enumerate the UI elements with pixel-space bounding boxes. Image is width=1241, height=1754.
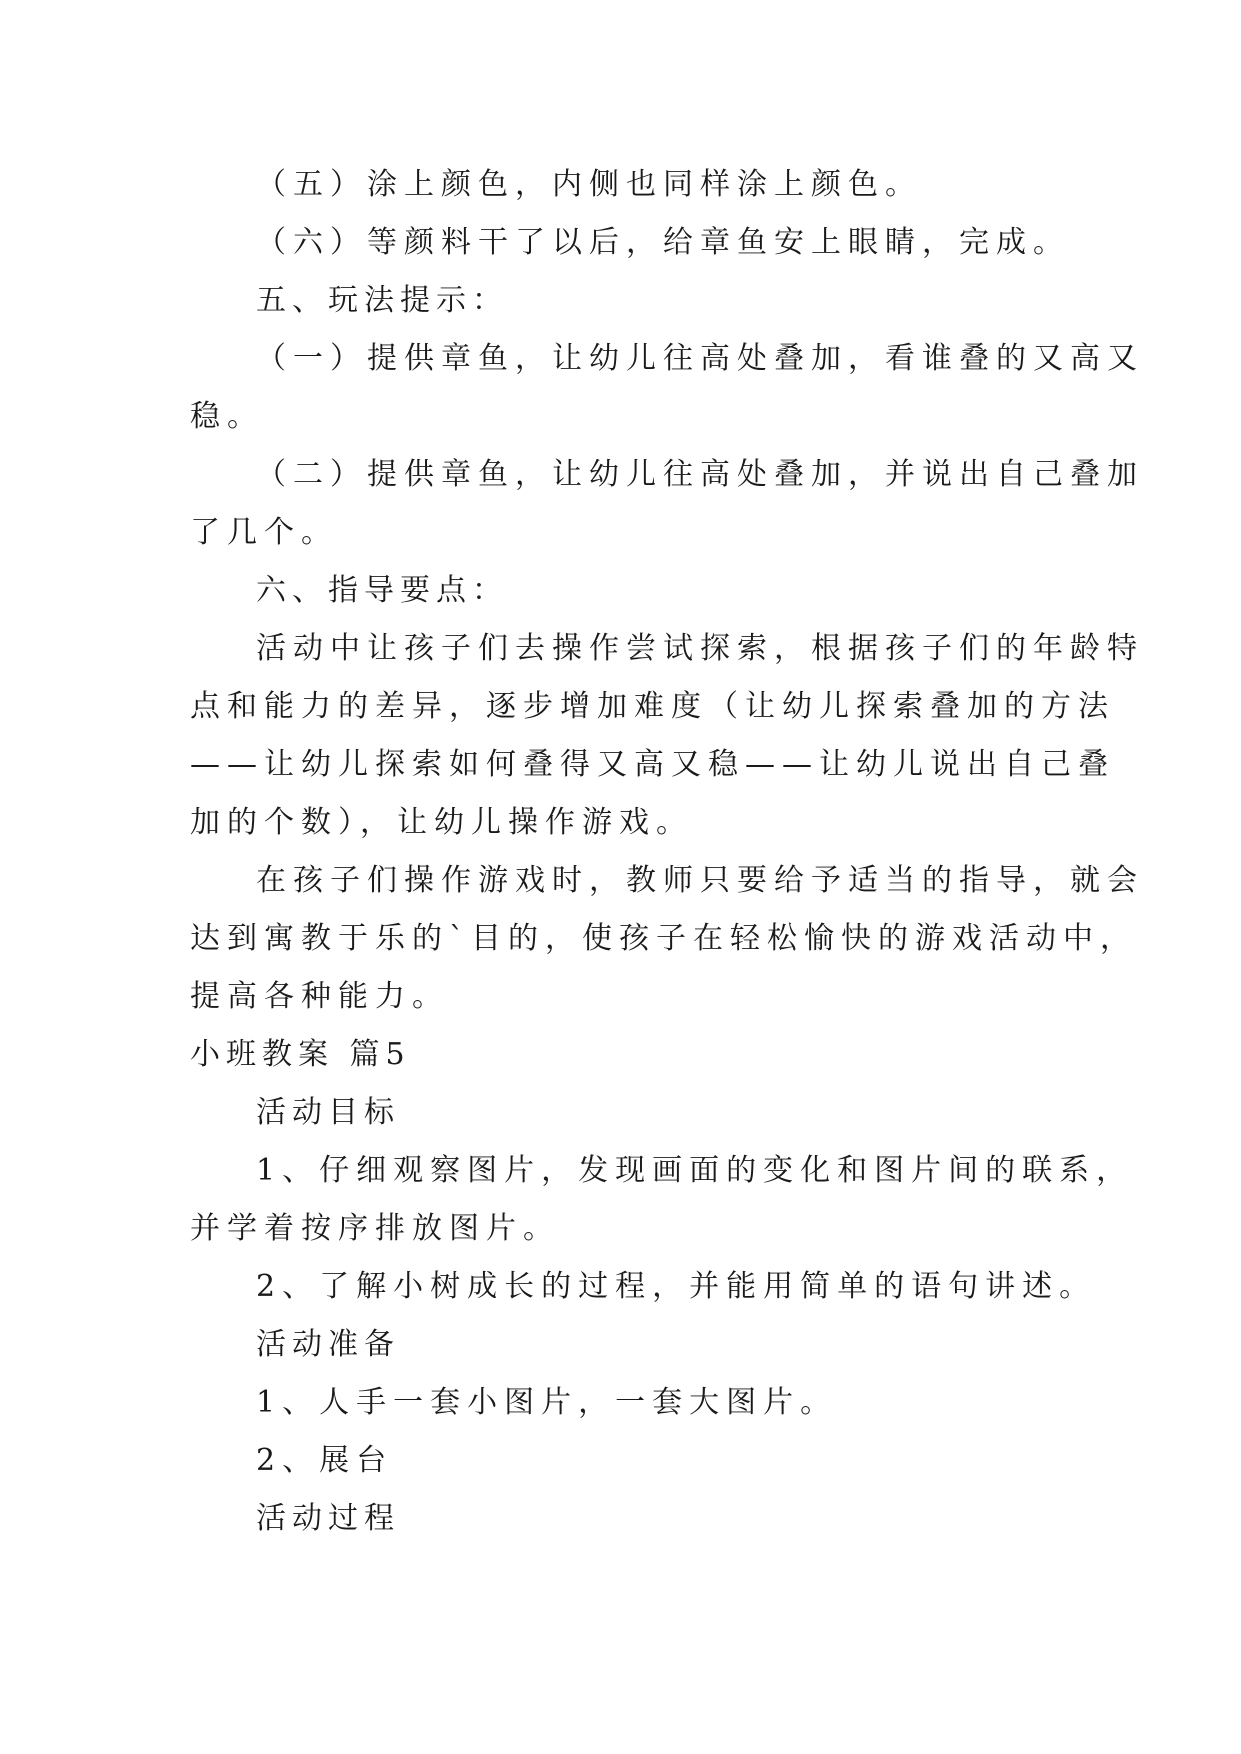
text-line: 提高各种能力。 [190, 979, 449, 1014]
text-line: （五）涂上颜色，内侧也同样涂上颜色。 [256, 167, 922, 202]
text-line: 2、展台 [256, 1443, 394, 1478]
text-line: 2、了解小树成长的过程，并能用简单的语句讲述。 [256, 1269, 1097, 1304]
text-line: （一）提供章鱼，让幼儿往高处叠加，看谁叠的又高又 [256, 341, 1144, 376]
text-line: 了几个。 [190, 515, 338, 550]
text-line: 1、仔细观察图片，发现画面的变化和图片间的联系， [256, 1153, 1134, 1188]
section-heading: 活动准备 [256, 1327, 400, 1362]
text-line: （二）提供章鱼，让幼儿往高处叠加，并说出自己叠加 [256, 457, 1144, 492]
text-line: 并学着按序排放图片。 [190, 1211, 560, 1246]
section-heading: 活动目标 [256, 1095, 400, 1130]
text-line: 达到寓教于乐的`目的，使孩子在轻松愉快的游戏活动中， [190, 921, 1137, 956]
text-line: 1、人手一套小图片，一套大图片。 [256, 1385, 838, 1420]
text-line: 稳。 [190, 399, 264, 434]
section-heading: 六、指导要点： [256, 573, 508, 608]
lesson-title: 小班教案 篇5 [190, 1037, 411, 1072]
section-heading: 五、玩法提示： [256, 283, 508, 318]
text-line: ——让幼儿探索如何叠得又高又稳——让幼儿说出自己叠 [190, 747, 1115, 782]
text-line: 在孩子们操作游戏时，教师只要给予适当的指导，就会 [256, 863, 1144, 898]
text-line: 活动中让孩子们去操作尝试探索，根据孩子们的年龄特 [256, 631, 1144, 666]
text-line: （六）等颜料干了以后，给章鱼安上眼睛，完成。 [256, 225, 1070, 260]
text-line: 加的个数），让幼儿操作游戏。 [190, 805, 693, 840]
text-line: 点和能力的差异，逐步增加难度（让幼儿探索叠加的方法 [190, 689, 1115, 724]
section-heading: 活动过程 [256, 1501, 400, 1536]
